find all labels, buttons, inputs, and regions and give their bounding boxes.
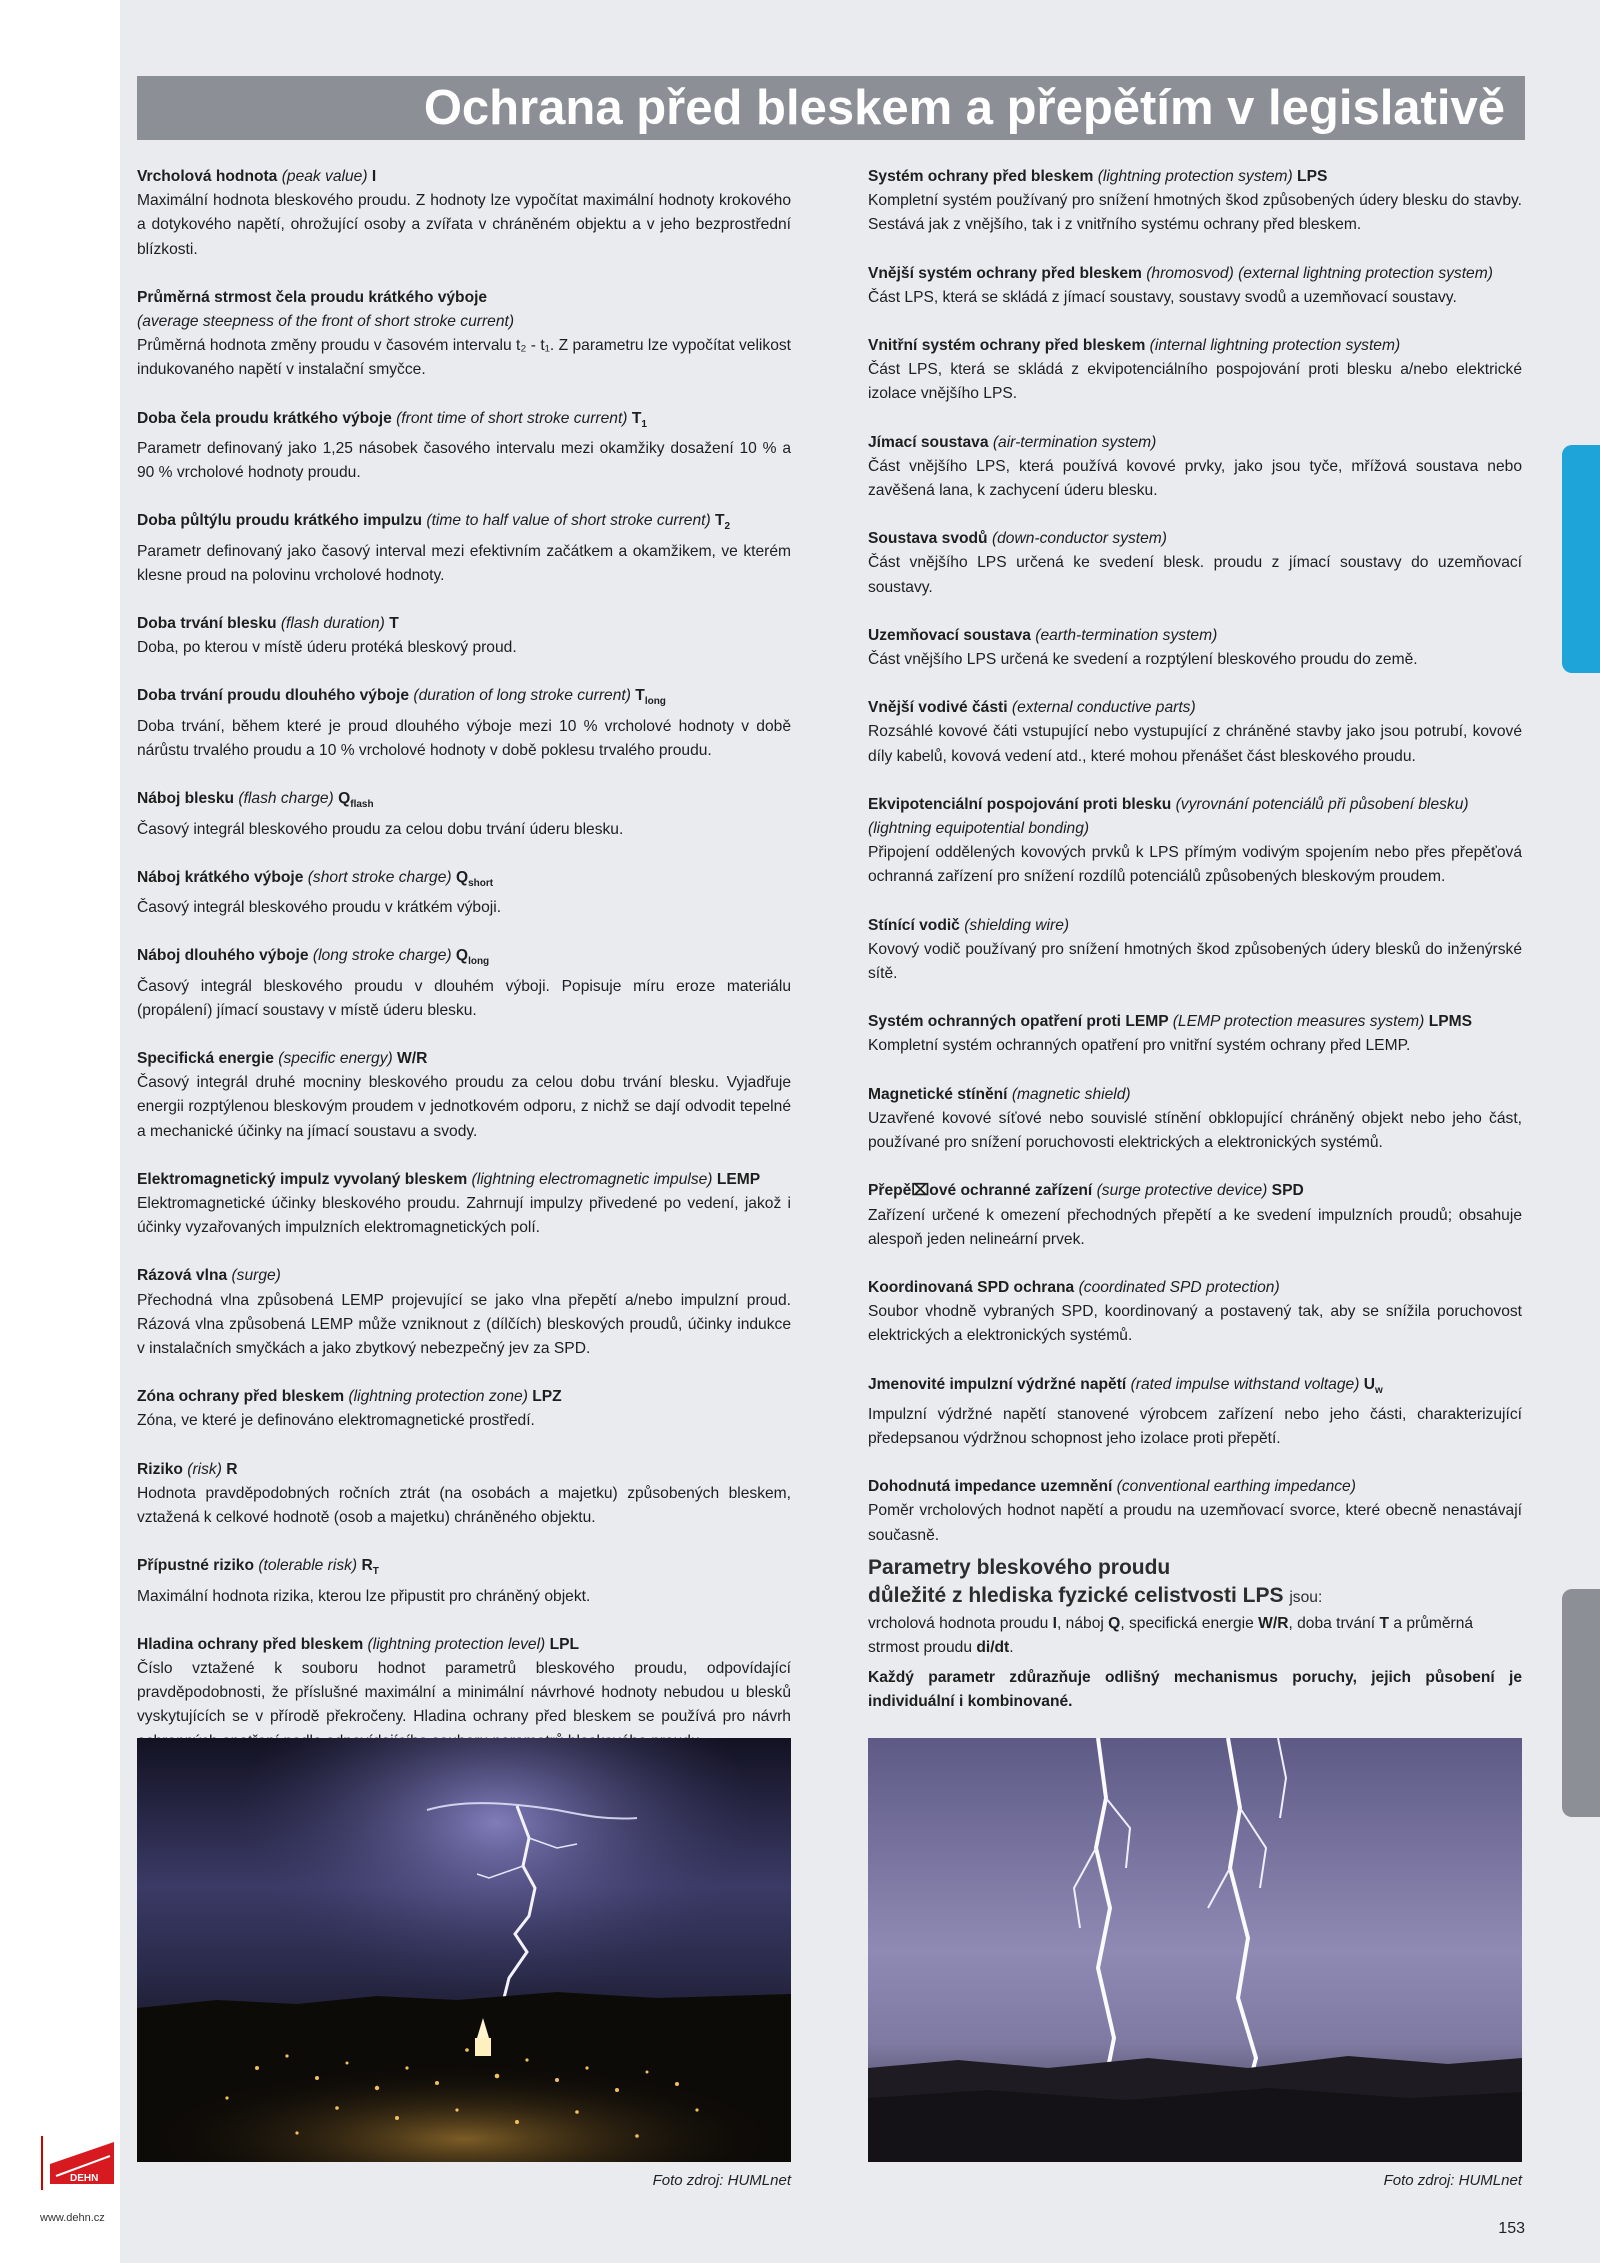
term-heading: [137, 612, 791, 636]
term-heading: [137, 165, 791, 189]
term-english: (surge): [231, 1267, 281, 1285]
definition-entry: [137, 1385, 791, 1433]
definition-entry: [868, 1475, 1522, 1548]
definition-entry: [137, 944, 791, 1023]
definition-entry: [137, 612, 791, 660]
term: Koordinovaná SPD ochrana: [868, 1278, 1075, 1296]
term-english: (lightning protection level): [367, 1635, 546, 1653]
term-definition: Část vnějšího LPS určená ke svedení blesk. proudu z jímací soustavy do uzemňovací soustavy.: [868, 554, 1522, 596]
term: Uzemňovací soustava: [868, 626, 1031, 644]
term: Zóna ochrany před bleskem: [137, 1388, 345, 1406]
params-title-line2: důležité z hlediska fyzické celistvosti LPS jsou:: [868, 1584, 1323, 1607]
term-symbol: $R_T$: [361, 1557, 379, 1578]
term-definition: Doba trvání, během které je proud dlouhého výboje mezi 10 % vrcholové hodnoty v době nárůstu trvalého proudu a 10 % vrcholové hodnoty v době poklesu trvalého proudu.: [137, 717, 791, 759]
term-definition: Poměr vrcholových hodnot napětí a proudu na uzemňovací svorce, které obecně nenastávají současně.: [868, 1502, 1522, 1544]
term-symbol: I: [371, 168, 377, 185]
term-english: (long stroke charge): [312, 947, 452, 965]
term-heading: [868, 165, 1522, 189]
term-definition: Část LPS, která se skládá z ekvipotenciálního pospojování proti blesku a/nebo elektrické izolace vnějšího LPS.: [868, 361, 1522, 403]
term: Doba trvání blesku: [137, 615, 277, 633]
definition-entry: [868, 624, 1522, 672]
term-heading: [137, 1168, 791, 1192]
params-emphasis: Každý parametr zdůrazňuje odlišný mechanismus poruchy, jejich působení je individuální i kombinované.: [868, 1669, 1522, 1710]
term: Jmenovité impulzní výdržné napětí: [868, 1375, 1127, 1393]
term: Doba čela proudu krátkého výboje: [137, 409, 392, 427]
term-symbol: LPL: [549, 1635, 580, 1653]
term: Soustava svodů: [868, 530, 988, 548]
term: Riziko: [137, 1460, 183, 1478]
term-definition: Parametr definovaný jako časový interval mezi efektivním začátkem a okamžikem, ve kterém klesne proud na polovinu vrcholové hodnoty.: [137, 542, 791, 584]
term-heading: [137, 684, 791, 714]
definition-entry: [137, 1458, 791, 1531]
term: Průměrná strmost čela proudu krátkého výboje: [137, 288, 488, 306]
term-heading: [868, 1276, 1522, 1300]
term: Vnitřní systém ochrany před bleskem: [868, 337, 1146, 355]
lightning-over-town-image: [137, 1738, 791, 2162]
term-english: (tolerable risk): [258, 1557, 358, 1575]
term-definition: Časový integrál bleskového proudu v dlouhém výboji. Popisuje míru eroze materiálu (propálení) jímací soustavy v místě úderu blesku.: [137, 977, 791, 1019]
definition-entry: [137, 165, 791, 262]
term-english: (internal lightning protection system): [1149, 337, 1401, 355]
term-symbol: W/R: [397, 1049, 428, 1067]
term-definition: Část vnějšího LPS určená ke svedení a rozptýlení bleskového proudu do země.: [868, 651, 1418, 669]
lightning-over-landscape-image: [868, 1738, 1522, 2162]
term-symbol: $T_1$: [631, 409, 647, 430]
term: Doba trvání proudu dlouhého výboje: [137, 687, 410, 705]
term-definition: Zóna, ve které je definováno elektromagnetické prostředí.: [137, 1412, 535, 1430]
term-heading: [137, 407, 791, 437]
term: Stínící vodič: [868, 916, 960, 934]
term-symbol: LPZ: [532, 1388, 562, 1406]
dehn-logo: [40, 2134, 118, 2192]
term: Specifická energie: [137, 1049, 274, 1067]
term: Elektromagnetický impulz vyvolaný bleskem: [137, 1170, 468, 1188]
definition-entry: [868, 431, 1522, 504]
definition-entry: [137, 1047, 791, 1144]
right-column: [868, 165, 1522, 1572]
symbol-subscript: short: [468, 877, 494, 889]
definition-entry: [137, 787, 791, 842]
chapter-tab-blue[interactable]: [1562, 445, 1600, 673]
term-heading: [868, 1179, 1522, 1203]
term-heading: [137, 866, 791, 896]
term-definition: Elektromagnetické účinky bleskového proudu. Zahrnují impulzy přivedené po vedení, jakož i účinky vyzařovaných impulzních elektromagnetických polí.: [137, 1194, 791, 1237]
lightning-photo-town: [137, 1738, 791, 2162]
definition-entry: [137, 684, 791, 763]
term-heading: [137, 1633, 791, 1657]
definition-entry: [137, 509, 791, 588]
symbol-subscript: 2: [724, 521, 731, 533]
symbol-subscript: long: [468, 956, 490, 968]
term-english: (air-termination system): [992, 433, 1157, 451]
params-title: [868, 1554, 1522, 1612]
term-english: (magnetic shield): [1011, 1085, 1131, 1103]
term-symbol: R: [226, 1460, 238, 1478]
term-definition: Soubor vhodně vybraných SPD, koordinovaný a postavený tak, aby se snížila poruchovost elektrických a elektronických systémů.: [868, 1303, 1522, 1345]
term-heading: [137, 944, 791, 974]
params-title-line1: Parametry bleskového proudu: [868, 1556, 1171, 1579]
term: Vnější vodivé části: [868, 699, 1008, 717]
term-heading: [137, 1554, 791, 1584]
term: Doba půltýlu proudu krátkého impulzu: [137, 512, 423, 530]
term-definition: Parametr definovaný jako 1,25 násobek časového intervalu mezi okamžiky dosažení 10 % a 90 % vrcholové hodnoty proudu.: [137, 439, 791, 482]
term-heading: [868, 624, 1522, 648]
term-english: (lightning protection zone): [348, 1388, 528, 1406]
term-heading: [137, 1264, 791, 1288]
definition-entry: [868, 1179, 1522, 1252]
term-heading: [868, 262, 1522, 286]
term-heading: [137, 1047, 791, 1071]
term-symbol: LPMS: [1428, 1013, 1473, 1031]
term-definition: Kompletní systém ochranných opatření pro vnitřní systém ochrany před LEMP.: [868, 1037, 1411, 1055]
definition-entry: [137, 1633, 791, 1754]
logo-text: DEHN: [70, 2173, 99, 2184]
definition-entry: [868, 793, 1522, 890]
term-heading: [137, 509, 791, 539]
term-heading: [868, 793, 1522, 817]
term: Ekvipotenciální pospojování proti blesku: [868, 795, 1172, 813]
term-english: (peak value): [281, 168, 368, 185]
term-symbol: $Q_{flash}$: [338, 790, 374, 811]
definition-entry: [868, 1010, 1522, 1058]
term: Systém ochrany před bleskem: [868, 168, 1094, 185]
term: Náboj blesku: [137, 790, 235, 808]
lightning-photo-landscape: [868, 1738, 1522, 2162]
params-body: vrcholová hodnota proudu I, náboj Q, specifická energie W/R, doba trvání T a průměrná strmost proudu di/dt.: [868, 1615, 1474, 1656]
term-symbol: $Q_{short}$: [455, 868, 494, 889]
term-heading: [868, 1475, 1522, 1499]
term-heading: [868, 1010, 1522, 1034]
definition-entry: [137, 1264, 791, 1361]
term-symbol: LEMP: [716, 1170, 761, 1188]
term-definition: Doba, po kterou v místě úderu protéká bleskový proud.: [137, 639, 517, 657]
symbol-subscript: w: [1375, 1384, 1383, 1396]
left-column: [137, 165, 791, 1778]
term-english: (surge protective device): [1096, 1182, 1268, 1200]
term-symbol: $U_w$: [1363, 1375, 1383, 1396]
page-title: Ochrana před bleskem a přepětím v legislativě: [423, 81, 1505, 135]
title-bar: [137, 76, 1525, 140]
term-heading: [868, 431, 1522, 455]
photo-credit-left: Foto zdroj: HUMLnet: [652, 2172, 791, 2189]
term-definition: Časový integrál bleskového proudu v krátkém výboji.: [137, 899, 502, 917]
term-definition: Průměrná hodnota změny proudu v časovém intervalu t₂ - t₁. Z parametru lze vypočítat velikost indukovaného napětí v instalační smyčce.: [137, 337, 791, 379]
term-english: (shielding wire): [964, 916, 1070, 934]
page-number: 153: [1498, 2220, 1525, 2237]
term-definition: Kovový vodič používaný pro snížení hmotných škod způsobených údery blesků do inženýrské sítě.: [868, 940, 1522, 983]
term-heading: [868, 527, 1522, 551]
term-definition: Maximální hodnota bleskového proudu. Z hodnoty lze vypočítat maximální hodnoty krokového a dotykového napětí, ohrožující osoby a zvířata v chráněném objektu a v jeho bezprostřední blízkosti.: [137, 192, 791, 258]
definition-entry: [137, 286, 791, 383]
definition-entry: [868, 1373, 1522, 1452]
term-heading: [868, 696, 1522, 720]
term-english: (vyrovnání potenciálů při působení blesku): [1175, 795, 1469, 813]
term: Jímací soustava: [868, 433, 989, 451]
term-heading: [137, 1458, 791, 1482]
term-symbol: $Q_{long}$: [455, 947, 490, 968]
term-english: (coordinated SPD protection): [1078, 1278, 1280, 1296]
term-symbol: $T_2$: [715, 512, 731, 533]
term-english-line: (lightning equipotential bonding): [868, 820, 1090, 838]
term-heading: [868, 334, 1522, 358]
definition-entry: [868, 262, 1522, 310]
term-symbol: T: [389, 615, 399, 633]
term-symbol: LPS: [1297, 168, 1328, 185]
term-definition: Kompletní systém používaný pro snížení hmotných škod způsobených údery blesku do stavby. Sestává jak z vnějšího, tak i z vnitřního systému ochrany před bleskem.: [868, 192, 1522, 234]
term-english: (hromosvod) (external lightning protection system): [1146, 264, 1493, 282]
term-definition: Část LPS, která se skládá z jímací soustavy, soustavy svodů a uzemňovací soustavy.: [868, 288, 1457, 306]
symbol-subscript: 1: [641, 418, 647, 430]
term-english: (down-conductor system): [991, 530, 1167, 548]
term: Magnetické stínění: [868, 1085, 1008, 1103]
term-definition: Časový integrál bleskového proudu za celou dobu trvání úderu blesku.: [137, 820, 624, 838]
term-english: (flash duration): [280, 615, 385, 633]
website-url: www.dehn.cz: [40, 2212, 105, 2224]
term: Vnější systém ochrany před bleskem: [868, 264, 1142, 282]
symbol-subscript: long: [644, 696, 666, 708]
term-english: (lightning electromagnetic impulse): [471, 1170, 713, 1188]
definition-entry: [868, 527, 1522, 600]
term: Systém ochranných opatření proti LEMP: [868, 1013, 1169, 1031]
term: Rázová vlna: [137, 1267, 228, 1285]
term: Dohodnutá impedance uzemnění: [868, 1478, 1113, 1496]
chapter-tab-gray[interactable]: [1562, 1589, 1600, 1817]
term-english-line: (average steepness of the front of short stroke current): [137, 313, 515, 331]
term-heading: [137, 1385, 791, 1409]
term-english: (specific energy): [278, 1049, 393, 1067]
definition-entry: [137, 407, 791, 486]
photo-credit-right: Foto zdroj: HUMLnet: [1383, 2172, 1522, 2189]
term-english: (front time of short stroke current): [396, 409, 628, 427]
term-english: (earth-termination system): [1035, 626, 1218, 644]
lightning-parameters-box: [868, 1554, 1522, 1714]
term-definition: Impulzní výdržné napětí stanovené výrobcem zařízení nebo jeho části, charakterizující předepsanou výdržnou schopnost jeho izolace proti přepětí.: [868, 1405, 1522, 1448]
term: Přípustné riziko: [137, 1557, 254, 1575]
term-definition: Uzavřené kovové síťové nebo souvislé stínění obklopující chráněný objekt nebo jeho část, používané pro snížení poruchovosti elektrických a elektronických systémů.: [868, 1109, 1522, 1152]
term: Náboj dlouhého výboje: [137, 947, 309, 965]
term-definition: Přechodná vlna způsobená LEMP projevující se jako vlna přepětí a/nebo impulzní proud. Rázová vlna způsobená LEMP může vzniknout z (dílčích) bleskových proudů, účinky indukce v instalačních smyčkách a jako zbytkový nebezpečný jev za SPD.: [137, 1291, 791, 1357]
definition-entry: [868, 1276, 1522, 1349]
term-english: (conventional earthing impedance): [1116, 1478, 1356, 1496]
term: Náboj krátkého výboje: [137, 868, 304, 886]
term-definition: Maximální hodnota rizika, kterou lze připustit pro chráněný objekt.: [137, 1587, 591, 1605]
term-heading: [868, 1373, 1522, 1403]
symbol-subscript: T: [372, 1566, 379, 1578]
term: Hladina ochrany před bleskem: [137, 1635, 364, 1653]
term-english: (external conductive parts): [1011, 699, 1196, 717]
term-heading: [137, 286, 791, 310]
term-definition: Rozsáhlé kovové čáti vstupující nebo vystupující z chráněné stavby jako jsou potrubí, kovové díly kabelů, kovová vedení atd., které mohou přenášet část bleskového proudu.: [868, 723, 1522, 765]
term-symbol: $T_{long}$: [635, 687, 666, 708]
term-heading: [868, 914, 1522, 938]
term: Vrcholová hodnota: [137, 168, 278, 185]
term-english: (duration of long stroke current): [413, 687, 631, 705]
term-heading: [868, 1083, 1522, 1107]
definition-entry: [137, 1554, 791, 1609]
definition-entry: [868, 914, 1522, 987]
term-english: (flash charge): [238, 790, 334, 808]
term-heading: [137, 787, 791, 817]
symbol-subscript: flash: [350, 799, 374, 811]
definition-entry: [868, 165, 1522, 238]
definition-entry: [868, 1083, 1522, 1156]
term-english: (lightning protection system): [1097, 168, 1293, 185]
term-definition: Časový integrál druhé mocniny bleskového proudu za celou dobu trvání blesku. Vyjadřuje energii rozptýlenou bleskovým proudem v jednotkovém odporu, z nichž se dají odvodit tepelné a mechanické účinky na jímací soustavu a svody.: [137, 1074, 791, 1140]
term-definition: Hodnota pravděpodobných ročních ztrát (na osobách a majetku) způsobených bleskem, vztažená k celkové hodnotě (osob a majetku) chráněného objektu.: [137, 1484, 791, 1526]
definition-entry: [137, 866, 791, 921]
term-english: (LEMP protection measures system): [1172, 1013, 1425, 1031]
term: Přepě⌧ové ochranné zařízení: [868, 1182, 1093, 1200]
term-symbol: SPD: [1271, 1182, 1304, 1200]
term-definition: Zařízení určené k omezení přechodných přepětí a ke svedení impulzních proudů; obsahuje alespoň jeden nelineární prvek.: [868, 1206, 1522, 1248]
term-english: (risk): [187, 1460, 222, 1478]
term-definition: Číslo vztažené k souboru hodnot parametrů bleskového proudu, odpovídající pravděpodobnosti, že příslušné maximální a minimální návrhové hodnoty nebudou u blesků vyskytujících se v přírodě překročeny. Hladina ochrany před bleskem se používá pro návrh: [137, 1659, 791, 1726]
definition-entry: [868, 334, 1522, 407]
term-definition: Část vnějšího LPS, která používá kovové prvky, jako jsou tyče, mřížová soustava nebo zavěšená lana, k zachycení úderu blesku.: [868, 457, 1522, 500]
definition-entry: [137, 1168, 791, 1241]
definition-entry: [868, 696, 1522, 769]
term-definition: Připojení oddělených kovových prvků k LPS přímým vodivým spojením nebo přes přepěťová ochranná zařízení pro snížení rozdílů potenciálů způsobených bleskovým proudem.: [868, 844, 1522, 886]
term-english: (time to half value of short stroke current): [426, 512, 711, 530]
term-english: (rated impulse withstand voltage): [1130, 1375, 1360, 1393]
term-english: (short stroke charge): [307, 868, 452, 886]
left-margin: [0, 0, 120, 2263]
